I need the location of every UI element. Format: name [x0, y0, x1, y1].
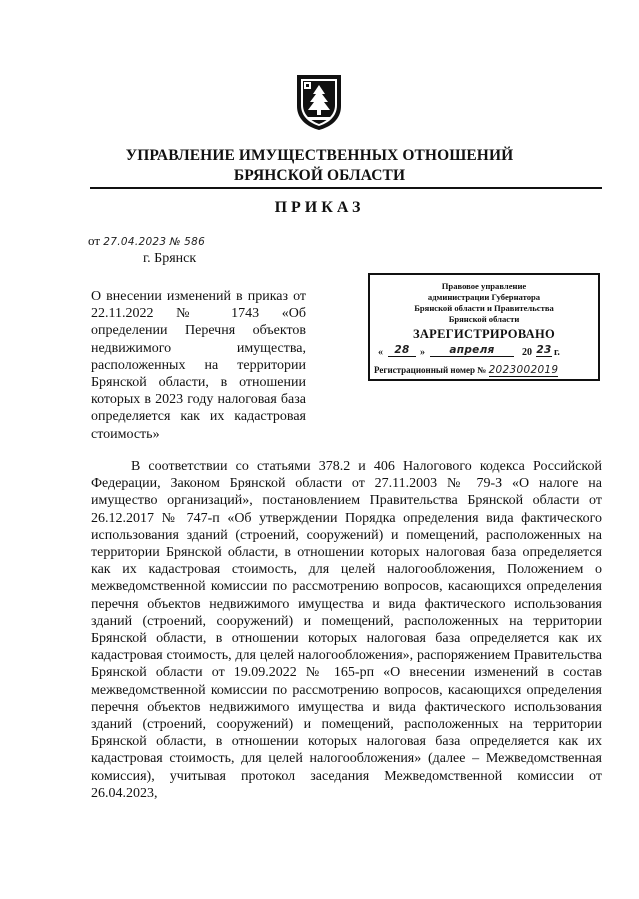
stamp-day: 28: [388, 344, 416, 357]
stamp-authority: [370, 281, 598, 325]
stamp-quote-open: «: [378, 347, 383, 358]
date-prefix: от: [88, 233, 101, 248]
stamp-year-label: г.: [554, 347, 560, 358]
order-date-line: [88, 233, 205, 249]
stamp-line-3: Брянской области и Правительства: [414, 303, 554, 313]
order-body: В соответствии со статьями 378.2 и 406 Налогового кодекса Российской Федерации, Законом Брянской области от 27.11.2003 № 79-З «О налоге на имущество организаций», постановлением Правительства Брянской области от 26.12.2017 № 747-п «Об утверждении Порядка определения вида фактического использования зданий (строений, сооружений) и помещений, расположенных на территории Брянской области, в отношении которых налоговая база определяется как их кадастровая стоимость, для целей налогообложения, Положением о межведомственной комиссии по рассмотрению вопросов, касающихся определения перечня объектов недвижимого имущества и вида фактического использования зданий (строений, сооружений) и помещений, расположенных на территории Брянской области, в отношении которых налоговая база определяется как их кадастровая стоимость, для целей налогообложения», распоряжением Правительства Брянской области от 19.09.2022 № 165-рп «О внесении изменений в состав межведомственной комиссии по рассмотрению вопросов, касающихся определения перечня объектов недвижимого имущества и вида фактического использования зданий (строений, сооружений) и помещений, расположенных на территории Брянской области, в отношении которых налоговая база определяется как их кадастровая стоимость, для целей налогообложения» (далее – Межведомственная комиссия), учитывая протокол заседания Межведомственной комиссии от 26.04.2023,: [91, 459, 602, 801]
organization-line-1: УПРАВЛЕНИЕ ИМУЩЕСТВЕННЫХ ОТНОШЕНИЙ: [125, 147, 514, 164]
order-title: ПРИКАЗ: [274, 199, 365, 216]
stamp-quote-close: »: [420, 347, 425, 358]
city: г. Брянск: [143, 251, 197, 266]
stamp-registered: ЗАРЕГИСТРИРОВАНО: [412, 327, 556, 341]
organization-line-2: БРЯНСКОЙ ОБЛАСТИ: [233, 167, 406, 184]
stamp-date: [378, 344, 592, 361]
handwritten-number: 586: [184, 236, 206, 248]
order-subject: О внесении изменений в приказ от 22.11.2022 № 1743 «Об определении Перечня объектов недвижимого имущества, расположенных на территории Брянской области, в отношении которых в 2023 году налоговая база определяется как их кадастровая стоимость»: [91, 289, 306, 442]
stamp-line-1: Правовое управление: [441, 281, 527, 291]
header-divider: [90, 187, 602, 189]
stamp-reg-label: Регистрационный номер №: [374, 365, 487, 375]
stamp-reg-number: 2023002019: [488, 364, 559, 376]
stamp-year-suffix: 23: [536, 344, 552, 356]
number-prefix: №: [169, 236, 181, 248]
stamp-year-prefix: 20: [522, 347, 532, 358]
stamp-registration-number: [374, 364, 594, 377]
organization-name: [0, 146, 639, 186]
stamp-line-2: администрации Губернатора: [427, 292, 541, 302]
coat-of-arms-icon: [294, 72, 344, 132]
stamp-line-4: Брянской области: [448, 314, 520, 324]
stamp-month: апреля: [430, 344, 514, 357]
handwritten-date: 27.04.2023: [103, 236, 167, 248]
registration-stamp: [368, 273, 600, 381]
